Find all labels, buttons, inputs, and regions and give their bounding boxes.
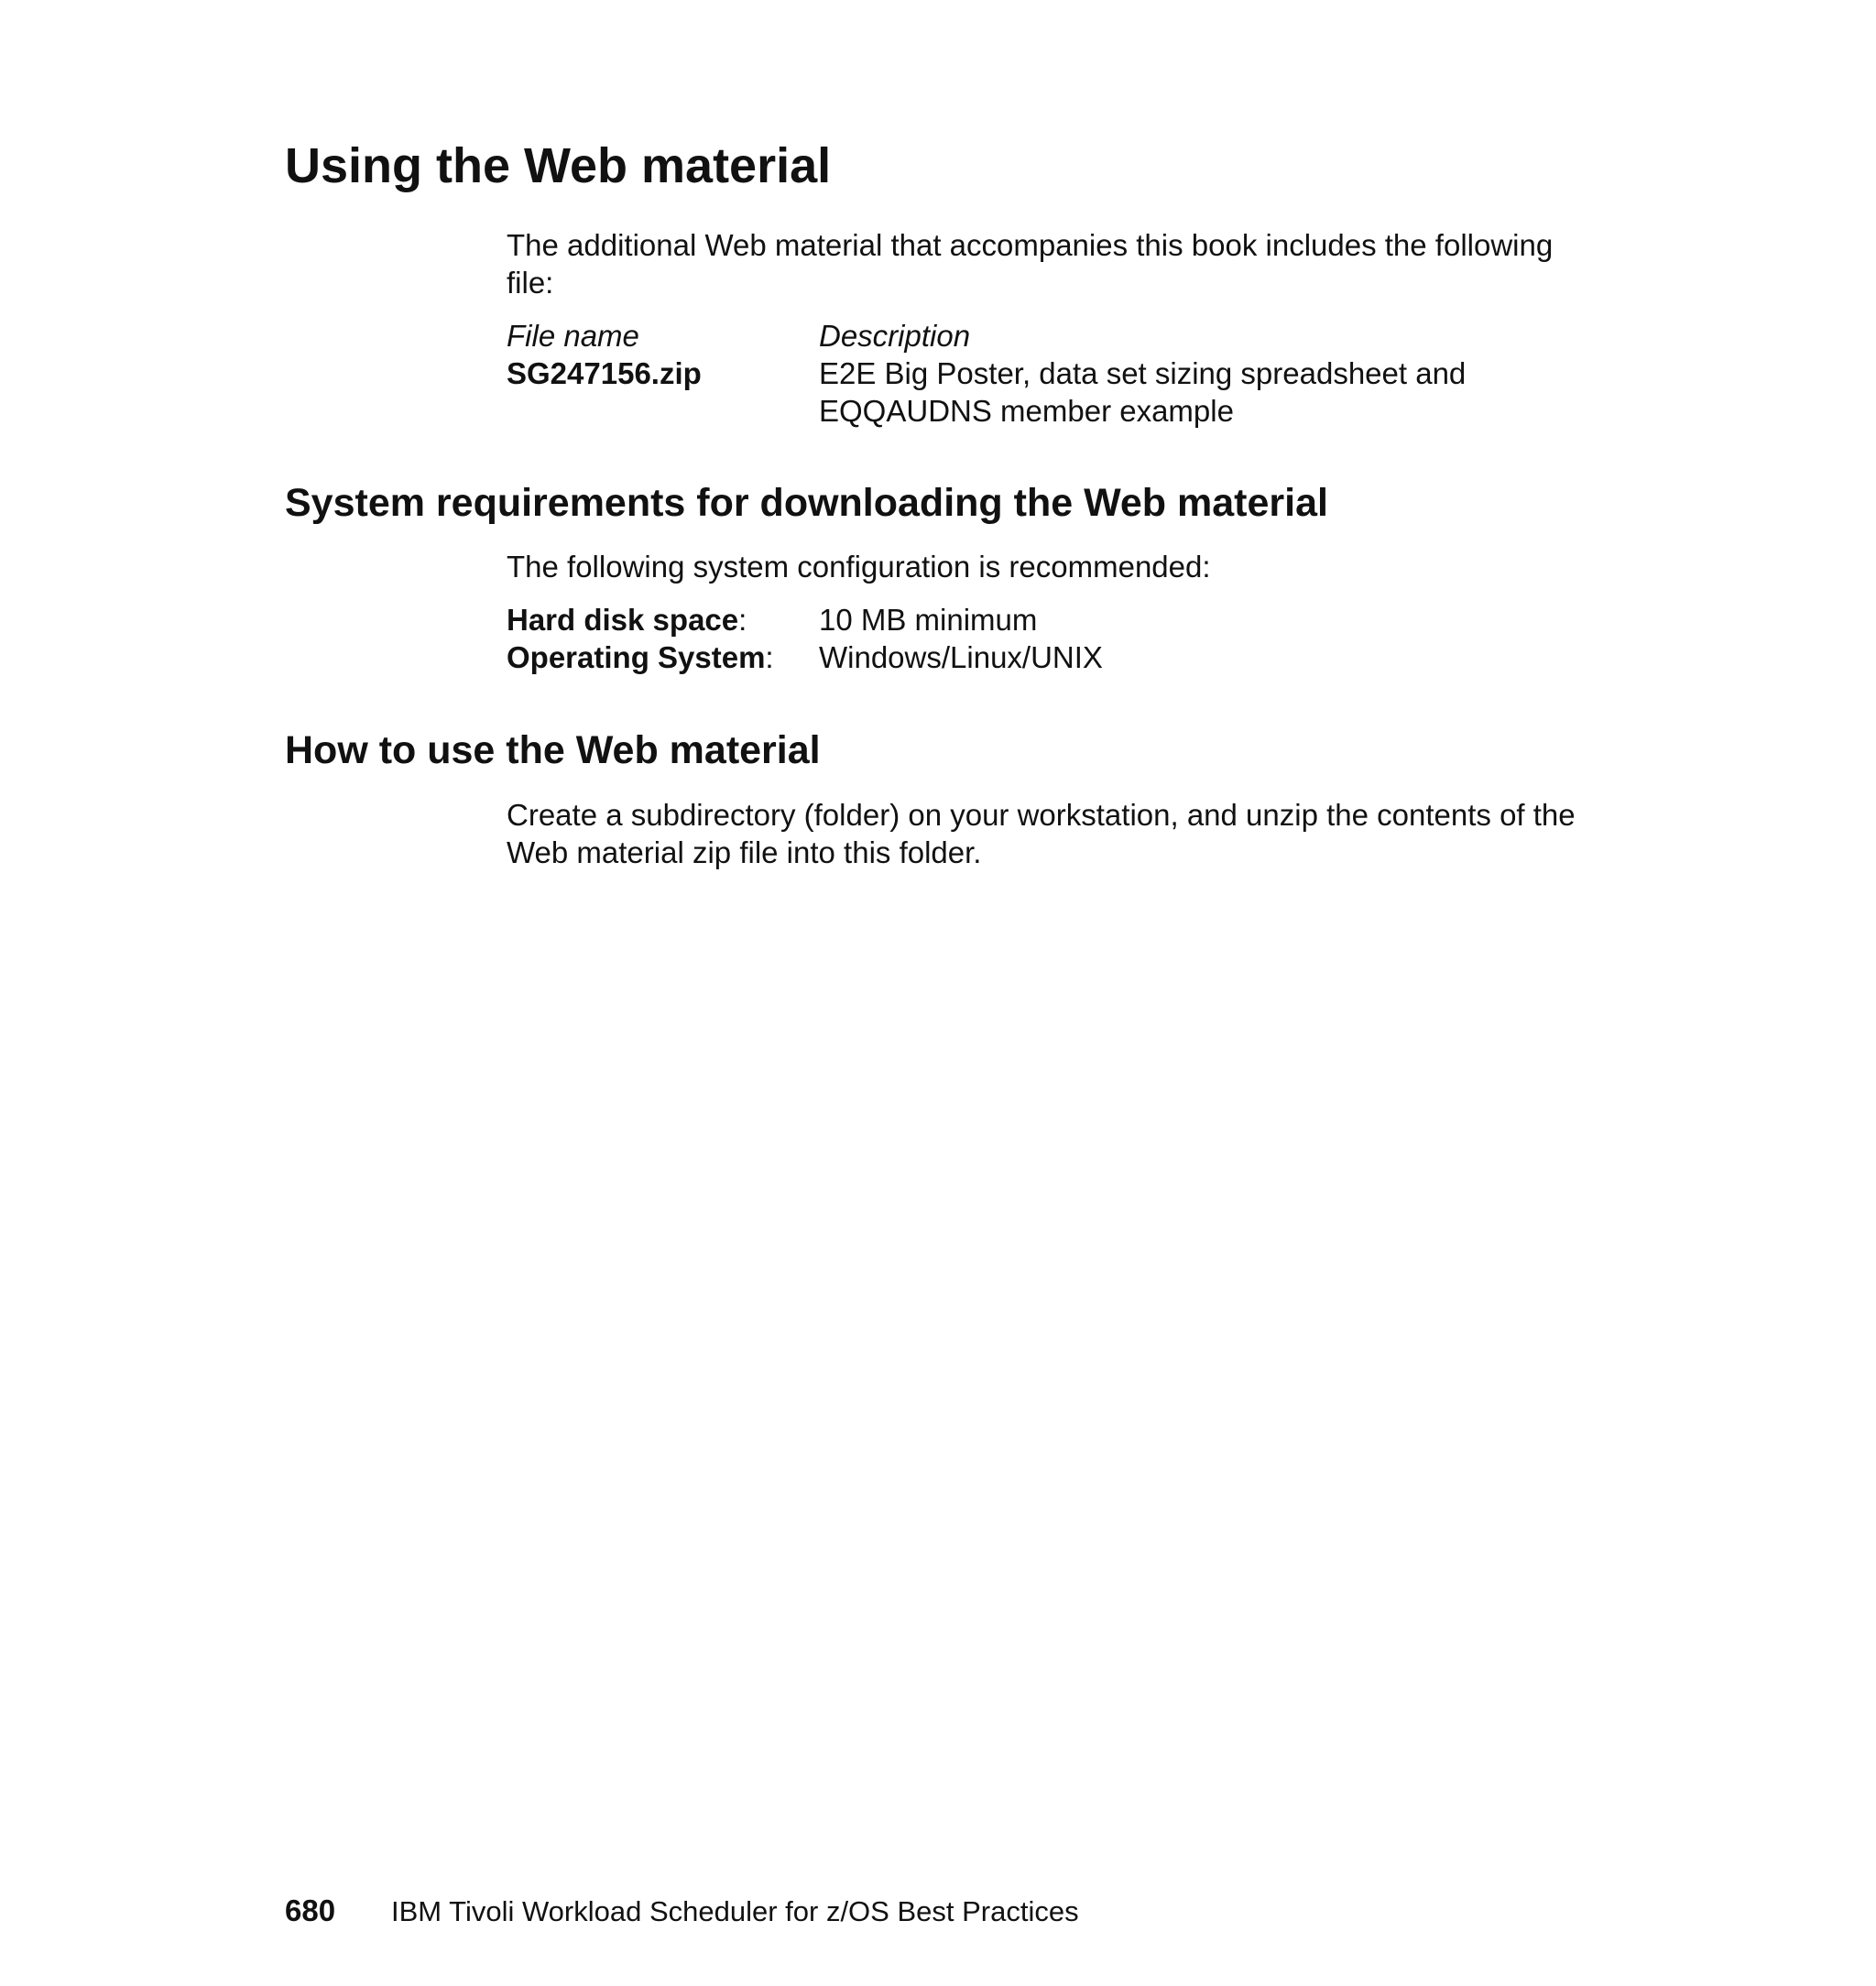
description-header: Description — [819, 319, 971, 353]
section-title-how-to-use: How to use the Web material — [285, 728, 821, 772]
page-footer — [285, 1893, 1079, 1930]
file-name-header: File name — [507, 319, 639, 353]
file-description-cell: E2E Big Poster, data set sizing spreadsheet and EQQAUDNS member example — [819, 356, 1467, 428]
requirement-value: Windows/Linux/UNIX — [819, 640, 1103, 674]
requirements-intro-paragraph: The following system configuration is recommended: — [507, 550, 1211, 584]
section-title-system-requirements: System requirements for downloading the Web material — [285, 481, 1328, 525]
page-number: 680 — [285, 1893, 336, 1927]
section-title-using-web-material: Using the Web material — [285, 138, 832, 193]
section-intro-paragraph: The additional Web material that accompanies this book includes the following file: — [507, 228, 1554, 300]
file-name-cell: SG247156.zip — [507, 356, 702, 390]
requirement-value: 10 MB minimum — [819, 603, 1038, 637]
how-to-use-paragraph: Create a subdirectory (folder) on your workstation, and unzip the contents of the Web material zip file into this folder. — [507, 798, 1576, 869]
book-title: IBM Tivoli Workload Scheduler for z/OS Best Practices — [391, 1895, 1079, 1927]
requirement-label: Operating System: — [507, 640, 774, 674]
requirement-label: Hard disk space: — [507, 603, 747, 637]
